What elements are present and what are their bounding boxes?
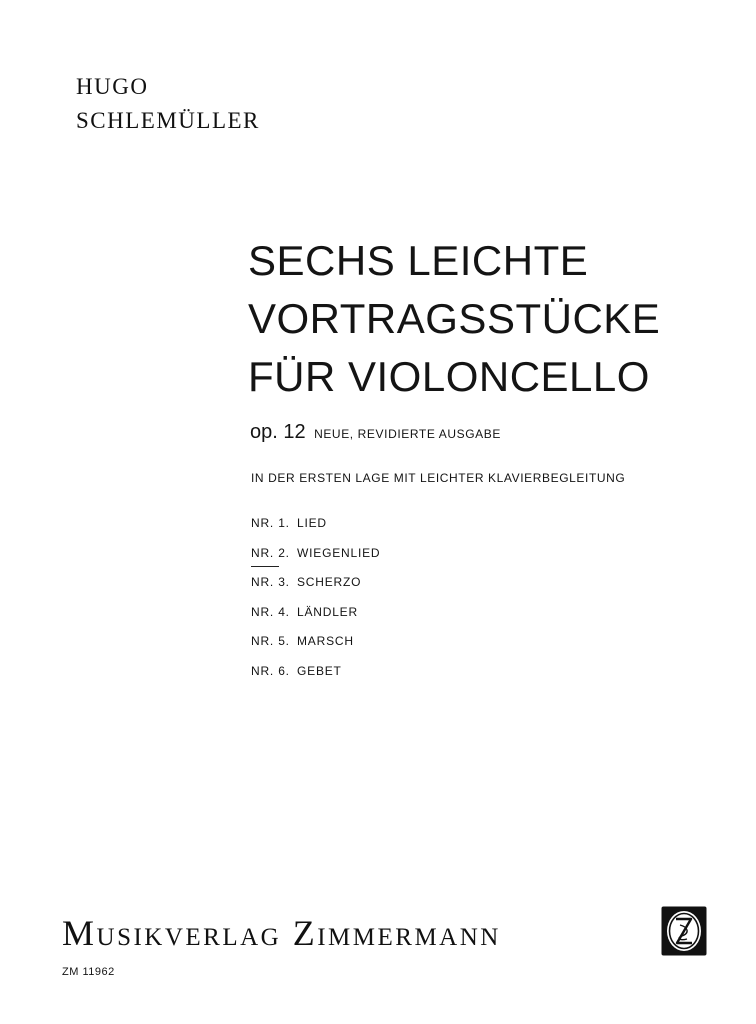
piece-name: GEBET bbox=[297, 663, 342, 678]
list-item bbox=[251, 542, 380, 572]
opus-number: op. 12 bbox=[250, 421, 306, 443]
list-item bbox=[251, 571, 380, 601]
composer-name bbox=[76, 70, 260, 138]
piece-list bbox=[251, 512, 380, 689]
piece-number: NR. 5. bbox=[251, 634, 290, 648]
piece-name: LIED bbox=[297, 516, 327, 530]
piece-number: NR. 6. bbox=[251, 663, 290, 678]
subtitle: IN DER ERSTEN LAGE MIT LEICHTER KLAVIERBEGLEITUNG bbox=[251, 471, 626, 485]
composer-last-name: SCHLEMÜLLER bbox=[76, 108, 260, 133]
catalog-number: ZM 11962 bbox=[62, 966, 115, 978]
piece-name: LÄNDLER bbox=[297, 604, 358, 619]
title-line-3: FÜR VIOLONCELLO bbox=[248, 353, 650, 400]
opus-line bbox=[250, 421, 501, 444]
piece-number: NR. 1. bbox=[251, 516, 290, 530]
publisher-name: Musikverlag Zimmermann bbox=[62, 913, 501, 953]
piece-number: NR. 2. bbox=[251, 545, 290, 560]
piece-name: MARSCH bbox=[297, 634, 354, 648]
title-line-2: VORTRAGSSTÜCKE bbox=[248, 295, 661, 342]
list-item bbox=[251, 630, 380, 660]
piece-number: NR. 3. bbox=[251, 575, 290, 589]
composer-first-name: HUGO bbox=[76, 74, 149, 99]
publisher-monogram-logo-icon bbox=[660, 905, 708, 957]
list-item bbox=[251, 512, 380, 542]
list-item bbox=[251, 601, 380, 631]
title-line-1: SECHS LEICHTE bbox=[248, 237, 589, 284]
edition-note: NEUE, REVIDIERTE AUSGABE bbox=[314, 427, 501, 441]
piece-name: SCHERZO bbox=[297, 575, 362, 589]
piece-name: WIEGENLIED bbox=[297, 545, 381, 560]
list-item bbox=[251, 660, 380, 690]
piece-number: NR. 4. bbox=[251, 604, 290, 619]
work-title bbox=[248, 232, 660, 406]
